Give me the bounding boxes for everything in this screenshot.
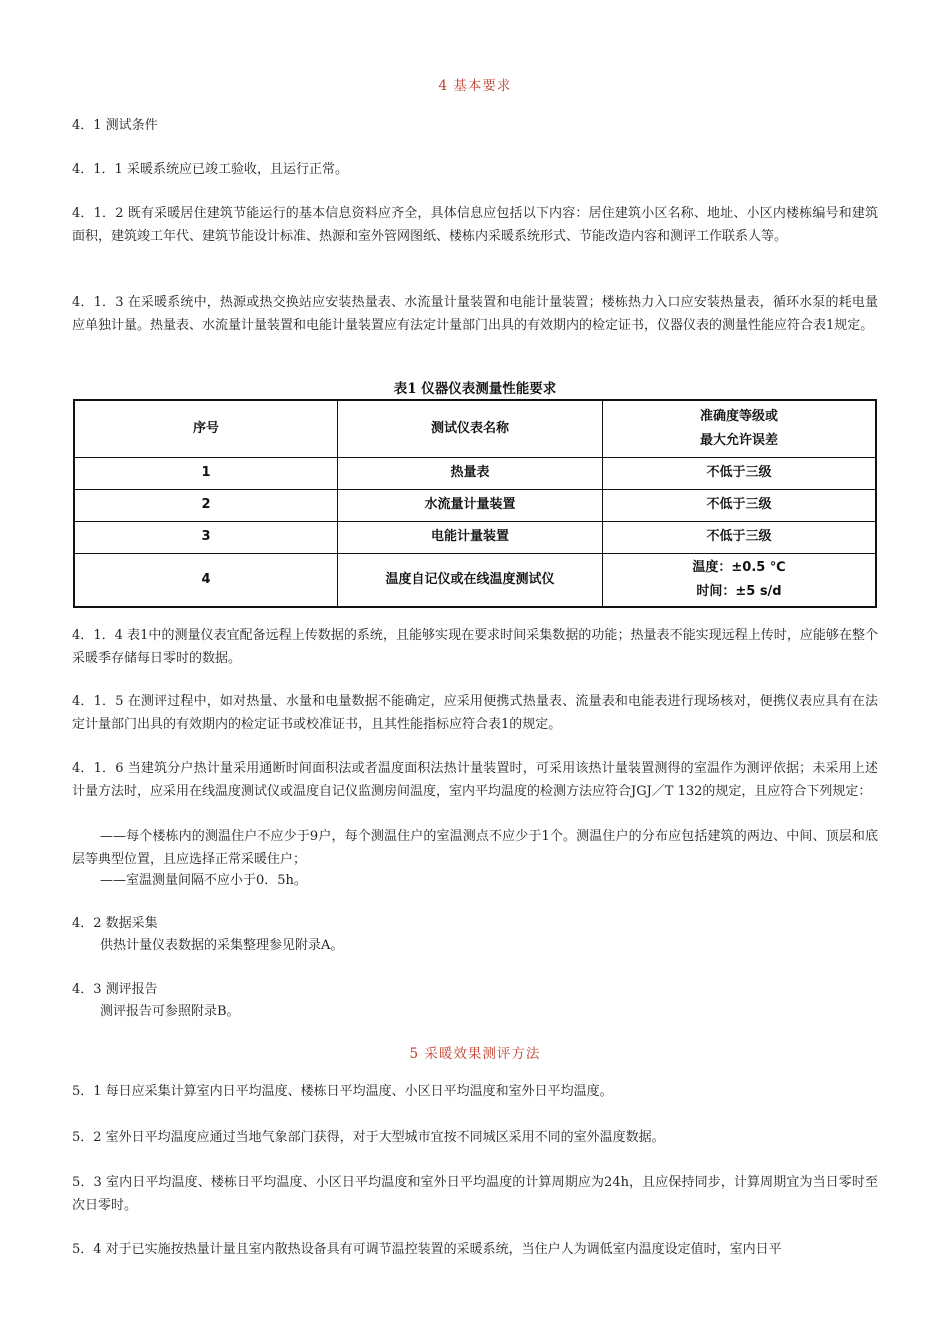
clause-4-3-body <box>72 1000 878 1023</box>
table-row <box>74 521 876 553</box>
row-accuracy <box>603 553 877 607</box>
clause-5-2: 5．2 室外日平均温度应通过当地气象部门获得，对于大型城市宜按不同城区采用不同的室外温度数据。 <box>72 1130 665 1145</box>
header-no: 序号 <box>74 400 338 457</box>
clause-4-1-6: 4．1．6 当建筑分户热计量采用通断时间面积法或者温度面积法热计量装置时，可采用该热计量装置测得的室温作为测评依据；未采用上述计量方法时，应采用在线温度测试仪或温度自记仪监测房间温度，室内平均温度的检测方法应符合JGJ／T 132的规定，且应符合下列规定： <box>72 761 878 799</box>
clause-4-2-body <box>72 934 878 957</box>
clause-4-1-6-item-a <box>72 825 878 871</box>
item-a-text: ——每个楼栋内的测温住户不应少于9户，每个测温住户的室温测点不应少于1个。测温住户的分布应包括建筑的两边、中间、顶层和底层等典型位置，且应选择正常采暖住户； <box>72 829 878 867</box>
row-accuracy: 不低于三级 <box>603 489 877 521</box>
clause-5-3: 5．3 室内日平均温度、楼栋日平均温度、小区日平均温度和室外日平均温度的计算周期应为24h，且应保持同步，计算周期宜为当日零时至次日零时。 <box>72 1175 878 1213</box>
clause-5-1: 5．1 每日应采集计算室内日平均温度、楼栋日平均温度、小区日平均温度和室外日平均温度。 <box>72 1084 613 1099</box>
row-accuracy-time: 时间：±5 s/d <box>696 583 782 599</box>
section-5-heading: 5 采暖效果测评方法 <box>409 1046 541 1062</box>
clause-4-3: 4．3 测评报告 <box>72 982 158 997</box>
row-no: 4 <box>74 553 338 607</box>
clause-4-2-text: 供热计量仪表数据的采集整理参见附录A。 <box>100 938 344 953</box>
clause-4-1: 4．1 测试条件 <box>72 118 158 133</box>
row-accuracy-temperature: 温度：±0.5 ℃ <box>692 559 786 575</box>
row-no: 3 <box>74 521 338 553</box>
row-name: 电能计量装置 <box>338 521 603 553</box>
header-name: 测试仪表名称 <box>338 400 603 457</box>
clause-4-2: 4．2 数据采集 <box>72 916 158 931</box>
clause-4-1-2: 4．1．2 既有采暖居住建筑节能运行的基本信息资料应齐全，具体信息应包括以下内容：居住建筑小区名称、地址、小区内楼栋编号和建筑面积，建筑竣工年代、建筑节能设计标准、热源和室外管网图纸、楼栋内采暖系统形式、节能改造内容和测评工作联系人等。 <box>72 206 878 244</box>
instrument-spec-table <box>73 399 877 608</box>
table-row <box>74 489 876 521</box>
clause-4-3-text: 测评报告可参照附录B。 <box>100 1004 240 1019</box>
table-row <box>74 457 876 489</box>
clause-4-1-6-item-b <box>72 869 878 892</box>
row-name: 温度自记仪或在线温度测试仪 <box>338 553 603 607</box>
row-no: 1 <box>74 457 338 489</box>
clause-4-1-3: 4．1．3 在采暖系统中，热源或热交换站应安装热量表、水流量计量装置和电能计量装置；楼栋热力入口应安装热量表，循环水泵的耗电量应单独计量。热量表、水流量计量装置和电能计量装置应有法定计量部门出具的有效期内的检定证书，仪器仪表的测量性能应符合表1规定。 <box>72 295 878 333</box>
row-accuracy: 不低于三级 <box>603 457 877 489</box>
table-header-row <box>74 400 876 457</box>
clause-4-1-5: 4．1．5 在测评过程中，如对热量、水量和电量数据不能确定，应采用便携式热量表、流量表和电能表进行现场核对，便携仪表应具有在法定计量部门出具的有效期内的检定证书或校准证书，且其性能指标应符合表1的规定。 <box>72 694 878 732</box>
item-b-text: ——室温测量间隔不应小于0．5h。 <box>100 873 307 888</box>
row-name: 水流量计量装置 <box>338 489 603 521</box>
clause-5-4: 5．4 对于已实施按热量计量且室内散热设备具有可调节温控装置的采暖系统，当住户人为调低室内温度设定值时，室内日平 <box>72 1242 782 1257</box>
row-accuracy: 不低于三级 <box>603 521 877 553</box>
clause-4-1-4: 4．1．4 表1中的测量仪表宜配备远程上传数据的系统，且能够实现在要求时间采集数据的功能；热量表不能实现远程上传时，应能够在整个采暖季存储每日零时的数据。 <box>72 628 878 666</box>
header-accuracy <box>603 400 877 457</box>
clause-4-1-1: 4．1．1 采暖系统应已竣工验收，且运行正常。 <box>72 162 348 177</box>
table-caption: 表1 仪器仪表测量性能要求 <box>393 381 557 397</box>
table-row <box>74 553 876 607</box>
row-no: 2 <box>74 489 338 521</box>
section-4-heading: 4 基本要求 <box>438 78 512 94</box>
row-name: 热量表 <box>338 457 603 489</box>
header-accuracy-line2: 最大允许误差 <box>699 432 778 448</box>
header-accuracy-line1: 准确度等级或 <box>699 408 778 424</box>
